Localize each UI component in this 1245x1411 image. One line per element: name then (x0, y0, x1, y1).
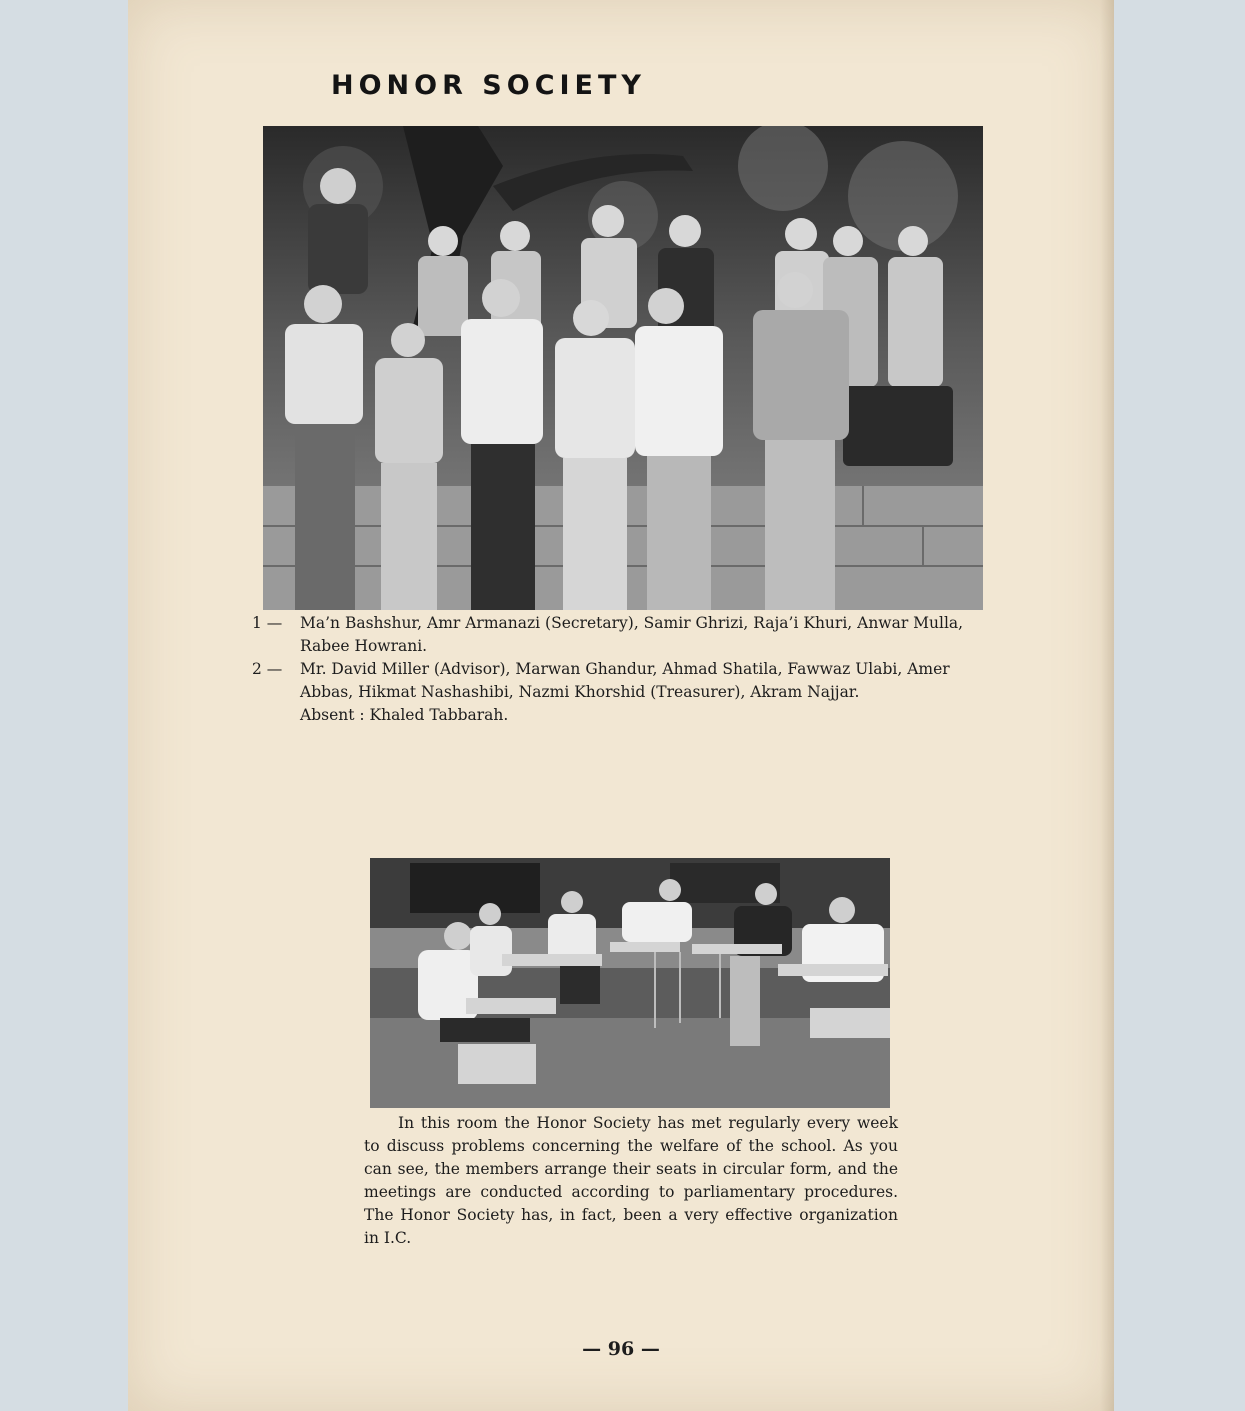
caption-number: 1 — (252, 614, 283, 632)
page-heading: HONOR SOCIETY (331, 70, 646, 101)
yearbook-page (128, 0, 1114, 1411)
photo-captions (252, 612, 1002, 727)
room-description: In this room the Honor Society has met regularly every week to discuss problems concerning the welfare of the school. As you can see, the members arrange their seats in circular form, and the meetings are conducted according to parliamentary procedures. The Honor Society has, in fact, been a very effective organization in I.C. (364, 1114, 898, 1247)
caption-2 (252, 658, 1002, 704)
caption-text: Mr. David Miller (Advisor), Marwan Ghandur, Ahmad Shatila, Fawwaz Ulabi, Amer Abbas, Hikmat Nashashibi, Nazmi Khorshid (Treasurer), Akram Najjar. (300, 660, 950, 701)
group-photo (263, 126, 983, 610)
caption-text: Ma’n Bashshur, Amr Armanazi (Secretary), Samir Ghrizi, Raja’i Khuri, Anwar Mulla, Rabee Howrani. (300, 614, 964, 655)
caption-1 (252, 612, 1002, 658)
meeting-room-photo (370, 858, 890, 1108)
absent-note: Absent : Khaled Tabbarah. (300, 706, 509, 724)
page-number: — 96 — (582, 1338, 660, 1360)
caption-number: 2 — (252, 660, 283, 678)
